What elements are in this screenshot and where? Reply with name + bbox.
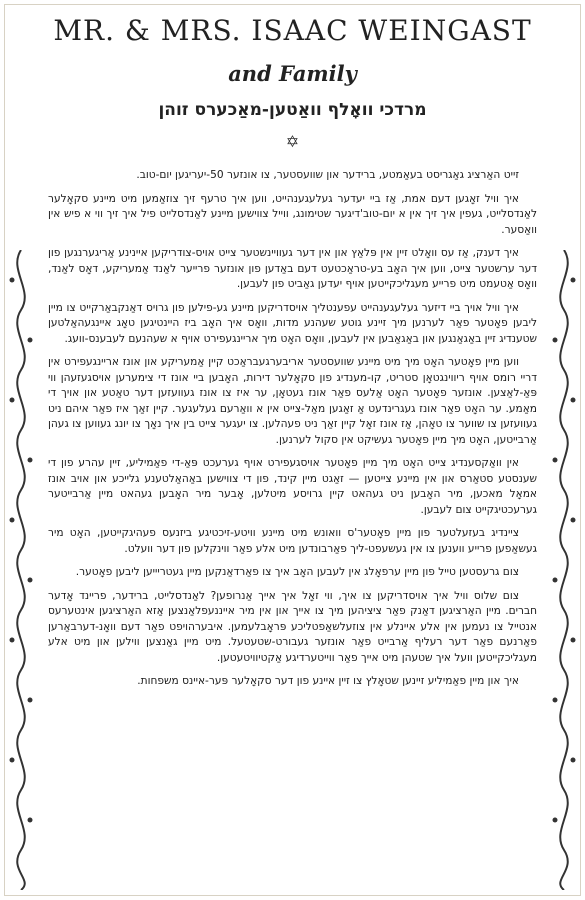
paragraph: איך וויל זאָגען דעם אמת, אַז ביי יעדער געלעגענהייט, ווען איך טרעף זיך צוזאַמען מיט מיינע סקאָלער לאַנדסלייט, געפין איך זיך אין א יום-טוב'דיגער שטימונג, ווייל צווישען מיינע לאַנדסלייט פיל איך זיך ווי א פיש אין וואַסער. bbox=[48, 192, 537, 236]
paragraph: אין וואַקסענדיג צייט האָט מיך מיין פאָטער אויסגעפירט אויף גערעכט פּאַ-די פאַמיליע, זיין עהרע פון די שענסטע סטאַרס און אין מיינע צייטען — זאַגט מיין קינד, פון די צווישען באַהאַלטענע גלייכע און אויב אונז אמאָל מאכען, מיר האָבען ניט געהאט קיין גרויסע מיטלען, אָבער מיר האָבען געהאט מיין אַרבייטער גערעכטיגקייט צום לעבען. bbox=[48, 457, 537, 516]
paragraph: זייט האַרציג גאַגריסט בעאַמטע, ברידער און שוועסטער, צו אונזער 50-יעריגען יום-טוב. bbox=[136, 169, 519, 181]
paragraph: צום גרעסטען טייל פון מיין ערפאָלג אין לעבען האָב איך צו פאַרדאַנקען מיין געטריייען ליבען פאָטער. bbox=[75, 566, 519, 578]
page-header bbox=[0, 0, 585, 151]
paragraph: איך וויל אויך ביי דיזער געלעגענהייט עפענטליך אויסדריקען מיינע גע-פילען פון גרויס דאַנקבאַרקייט צו מיין ליבען פאָטער פאַר לערנען מיך זיינע גוטע שעהנע מדות, וואָס איך האָב ביז היינטיגען טאָג איינגעהאַלטען שטענדיג זיין באַגאַנגען און באַגאַבען אין לעבען, וואָס האָט מיך אריינגעפירט אויף א שעהנעם לעבענס-וועג. bbox=[48, 301, 537, 345]
family-subtitle: and Family bbox=[228, 61, 357, 86]
hebrew-heading: מרדכי וואָלף וואַטען-מאַכערס זוהן bbox=[158, 100, 427, 120]
family-title: MR. & MRS. ISAAC WEINGAST bbox=[53, 14, 532, 47]
star-of-david-icon: ✡ bbox=[285, 132, 300, 151]
paragraph: ציינדיג בעזעלטער פון מיין פאָטער'ס וואונש מיט מיינע וויטע-זיכטיגע ביזנעס פעהיגקייטען, האָט מיר געשאַפען פרייע ווענען צו אין געשעפט-ליך פאַרבונדען מיט אלע פאַר ווינקלען פון דער וועלט. bbox=[48, 527, 537, 555]
paragraph: צום שלוס וויל איך אויסדריקען צו איך, ווי זאָל איך אייך אַנרופען? לאַנדסלייט, ברידער, פריינד אָדער חברים. מיין האַרציגען דאַנק פאַר ציציהען מיך צו אייך און אין מיר אייננעפלאַנצען אַזא האַרציגען אינטערעס אנטייל צו נעמען אין אלע איינלע אין צוזעלשאַפטליכע פּראָבלעמען. איבערהויפט פאַר דעם וואָנ-דערבאַרען פאַרנעם פאַר דער רעליף אַרבייט פאַר אונזער געבורט-שטעטעל. מיט מיין גאַנצען ווילען און מיט אלע מעגליכקייטען וועל איך שטעהן מיט אייך פאַר ווייטערדיגע אַקטיוויטעטען. bbox=[48, 589, 537, 664]
letter-body bbox=[48, 168, 537, 698]
left-vine-ornament bbox=[6, 250, 36, 890]
paragraph: איך און מיין פאַמיליע זיינען שטאָלץ צו זיין איינע פון דער סקאָלער פּער-איינס משפחות. bbox=[137, 675, 519, 687]
paragraph: ווען מיין פאָטער האָט מיך מיט מיינע שוועסטער אריבערגעבראַכט קיין אַמעריקע און אונז אריינגעפירט אין דריי רומס אויף ריווינגטאָן סטריט, קו-מענדיג פון סקאָלער דירות, האָבען ביי אונז די צימערען אויסגעזעהן ווי פּאַ-לאַצען. אונזער פאָטער האָט אַלעס פאַר אונז געטאָן, ער איז צו אונז געוועזען דער טאַטע און אויך די מאַמע. ער האָט פאַר אונז געגרינדעט אַ זאַגען מאַל-צייט אין א וואַרעם געלעגער. קיין זאַך איז פאַר איהם ניט געוועזען צו שווער צו טאָהן, אַז אונז זאָל קיין זאַך ניט פעהלען. צו יעגער צייט בין איך נאָך צו יונג געווען צו געהן אַרבייטען, האָט מיך מיין פאָטער געשיקט אין סקול לערנען. bbox=[48, 356, 537, 446]
right-vine-ornament bbox=[549, 250, 579, 890]
paragraph: איך דענק, אַז עס וואָלט זיין אין פּלאַץ און אין דער געוויינשטער צייט אויס-צודריקען איינינע אַריגערנגען פון דער ערשטער צייט, ווען איך האָב בע-טראַכטעט דעם באַדען פון אונזער פרייער לאַנד אַמעריקע, דאָס לאַנד, וואָס אַטעמט מיט פרייע מעגליכקייטען אויף יעדען גאַביט פון לעבען. bbox=[48, 247, 537, 290]
